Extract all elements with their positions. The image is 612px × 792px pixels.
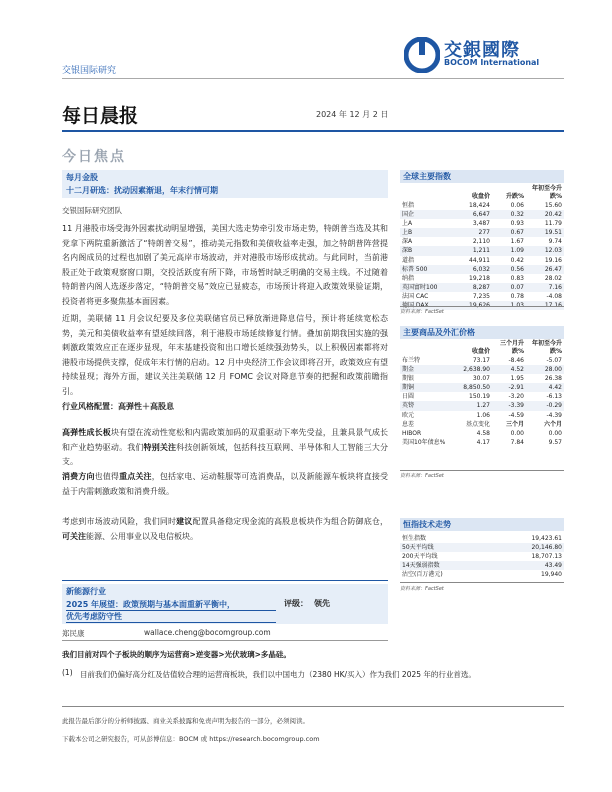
- indices-row-cell: 0.56: [510, 265, 524, 273]
- rates-spread-label: 息差: [402, 420, 415, 428]
- tech-row: [400, 534, 564, 543]
- logo-chinese-text: 交銀國際: [444, 40, 520, 61]
- title-rule: [62, 130, 564, 132]
- indices-row-cell: 深B: [402, 247, 413, 255]
- tech-row: [400, 543, 564, 552]
- focus-heading: 今日焦点: [62, 149, 126, 165]
- indices-row-cell: 恒指: [402, 202, 415, 209]
- commodity-row-cell: 30.07: [472, 375, 490, 383]
- commodity-row-cell: -5.07: [546, 357, 562, 364]
- p5-d: 可关注: [62, 531, 86, 541]
- rating-box: [284, 598, 330, 609]
- logo-english-text: BOCOM International: [444, 58, 540, 67]
- rates-col-3m: 三个月: [505, 420, 524, 428]
- commodity-row-cell: 期银: [402, 375, 415, 383]
- commodity-row-cell: 73.17: [472, 357, 490, 364]
- rate-row-cell: 美国10年债息%: [402, 438, 446, 446]
- newenergy-subtitle-2: 优先考虑防守性: [66, 611, 276, 623]
- indices-row-cell: 18,424: [469, 202, 490, 209]
- commodity-row: [400, 365, 564, 374]
- commodity-row-cell: -4.39: [546, 411, 562, 419]
- indices-row-cell: 0.67: [510, 229, 524, 237]
- point-number: (1): [62, 668, 73, 677]
- tech-row-cell: 43.49: [544, 562, 562, 570]
- monthly-paragraph-2: 近期，美联储 11 月会议纪要及多位美联储官员已释放渐进降息信号，预计将延续宽松态势，美元和美债收益率有望延续回落，利于港股市场延续修复行情。叠加前期我国实施的强刺激政策效应正在逐步显现，年末基建投资和出口增长延续强劲势头，以上积极因素都将对港股市场提供支撑，促成年末行情的启动。12 月中央经济工作会议即将召开，政策效应有望持续显现；海外方面，建议关注美联储 12 月 FOMC 会议对降息节奏的把握和政策前瞻指引。: [62, 314, 388, 396]
- indices-row-cell: 0.78: [510, 292, 524, 300]
- indices-row-cell: 法国 CAC: [402, 292, 429, 300]
- commodity-row-cell: -0.29: [546, 402, 562, 410]
- p3-lead: 高弹性成长板: [62, 428, 111, 437]
- tech-row-cell: 14天强弱指数: [402, 562, 440, 570]
- commodities-table: [400, 340, 564, 447]
- commodity-row-cell: 布兰特: [402, 357, 421, 364]
- indices-row-cell: 26.47: [544, 265, 562, 273]
- header-rule: [62, 78, 564, 79]
- indices-row-cell: 20.42: [544, 211, 562, 219]
- indices-row-cell: 277: [478, 229, 490, 237]
- indices-row: [400, 219, 564, 228]
- indices-row-cell: 19.51: [544, 229, 562, 237]
- indices-row-cell: 英国富时100: [402, 283, 438, 291]
- commodity-row-cell: 4.42: [548, 384, 562, 392]
- indices-table: [400, 185, 564, 310]
- rate-row-cell: 4.17: [476, 438, 490, 446]
- commodity-row-cell: 4.52: [510, 366, 524, 374]
- indices-row-cell: 28.02: [544, 274, 562, 282]
- indices-row-cell: 0.83: [510, 274, 524, 282]
- newenergy-author: 郑民康: [62, 629, 85, 638]
- indices-row: [400, 237, 564, 246]
- indices-row: [400, 246, 564, 255]
- rates-col-6m: 六个月: [543, 420, 562, 428]
- commodities-title: 主要商品及外汇价格: [400, 326, 564, 339]
- bocom-logo-icon: [404, 37, 440, 73]
- header-label: 交银国际研究: [62, 66, 117, 76]
- newenergy-subtitle-1: 2025 年展望：政策预期与基本面重新平衡中，: [66, 599, 276, 611]
- commodity-row-cell: 期铜: [402, 384, 415, 392]
- commodity-row: [400, 392, 564, 401]
- commodities-col-close: 收盘价: [471, 347, 490, 355]
- tech-row-cell: 200天平均线: [402, 553, 438, 561]
- commodity-row-cell: 26.38: [544, 375, 562, 383]
- tech-row: [400, 552, 564, 561]
- indices-header-row: [400, 185, 564, 201]
- tech-row-cell: 18,707.13: [531, 553, 562, 561]
- indices-row-cell: 上A: [402, 220, 413, 228]
- indices-row-cell: 11.79: [544, 220, 562, 228]
- indices-row-cell: 标普 500: [402, 265, 428, 273]
- tech-table: [400, 534, 564, 579]
- tech-rule: [400, 582, 564, 583]
- indices-col-close: 收盘价: [471, 192, 490, 200]
- footer-download[interactable]: 下载本公司之研究报告，可从彭博信息：BOCM 或 https://research.bocomgroup.com: [62, 735, 320, 743]
- p3-rest1: 块有望在流动性宽松和内需政策加码的双重驱动下率先受益，且兼具景气成长和产业趋势驱动。我们: [62, 428, 389, 452]
- indices-row-cell: 7.16: [548, 283, 562, 291]
- rate-row-cell: 4.58: [476, 429, 490, 437]
- commodity-row: [400, 383, 564, 392]
- indices-row-cell: 0.06: [510, 202, 524, 209]
- indices-row-cell: 9.74: [548, 238, 562, 246]
- rating-label: 评级：: [284, 599, 308, 608]
- indices-rule: [400, 306, 564, 307]
- tech-source: 资料来源：FactSet: [400, 586, 444, 592]
- p3-rest2: 科技创新领域，包括科技互联网、半导体和人工智能三大分支。: [62, 442, 389, 467]
- rate-row-cell: 7.84: [510, 438, 524, 446]
- commodity-row-cell: 日圆: [402, 393, 415, 401]
- indices-row-cell: 19,218: [469, 274, 490, 282]
- rate-row: [400, 429, 564, 438]
- indices-row: [400, 210, 564, 219]
- indices-row-cell: 7,235: [472, 292, 490, 300]
- indices-row-cell: 1,211: [472, 247, 490, 255]
- point-text: 目前我们仍偏好高分红及估值较合理的运营商板块，我们以中国电力（2380 HK/买入）作为我们 2025 年的行业首选。: [80, 670, 476, 679]
- monthly-paragraph-3: [62, 426, 388, 470]
- indices-row-cell: 12.03: [544, 247, 562, 255]
- indices-col-ytd: 年初至今升跌%: [531, 185, 562, 200]
- indices-row-cell: 15.60: [544, 202, 562, 209]
- commodities-col-ytd: 年初至今升跌%: [531, 340, 562, 355]
- commodity-row-cell: 28.00: [544, 366, 562, 374]
- rate-row-cell: 0.00: [510, 429, 524, 437]
- indices-row-cell: 1.67: [510, 238, 524, 246]
- indices-row-cell: 上B: [402, 229, 413, 237]
- indices-col-change: 升跌%: [505, 192, 524, 200]
- indices-row: [400, 292, 564, 301]
- commodity-row-cell: 1.27: [476, 402, 490, 410]
- p5-b: 建议: [176, 517, 193, 526]
- commodity-row-cell: 2,638.90: [463, 366, 490, 374]
- commodity-row-cell: -3.20: [508, 393, 524, 401]
- monthly-subtitle: 十二月研选：扰动因素渐退，年末行情可期: [66, 186, 218, 195]
- commodity-row-cell: 150.19: [469, 393, 490, 401]
- indices-row-cell: 6,647: [472, 211, 490, 219]
- rate-row-cell: HIBOR: [402, 429, 422, 437]
- p4-bold: 重点关注: [119, 472, 152, 481]
- rates-basis-label: 基点变化: [465, 420, 490, 428]
- indices-title: 全球主要指数: [400, 170, 564, 183]
- commodity-row-cell: 8,850.50: [463, 384, 490, 392]
- newenergy-email[interactable]: wallace.cheng@bocomgroup.com: [144, 628, 271, 637]
- commodity-row-cell: -3.39: [508, 402, 524, 410]
- indices-row-cell: -4.08: [546, 292, 562, 300]
- footer-disclaimer: 此报告最后部分的分析师披露、商业关系披露和免责声明为报告的一部分，必须阅读。: [62, 717, 309, 725]
- indices-row-cell: 0.07: [510, 283, 524, 291]
- rate-row-cell: 9.57: [548, 438, 562, 446]
- tech-row-cell: 恒生指数: [402, 535, 427, 542]
- tech-row: [400, 570, 564, 579]
- p4-rest: ，包括家电、运动鞋服等可选消费品，以及新能源车板块将直接受益于内需刺激政策和消费升级。: [62, 472, 389, 496]
- tech-row-cell: 19,423.61: [531, 535, 562, 542]
- indices-row-cell: 19.16: [544, 256, 562, 264]
- indices-row-cell: 2,110: [472, 238, 490, 246]
- report-date: 2024 年 12 月 2 日: [316, 110, 389, 119]
- tech-row-cell: 沽空(百万港元): [402, 571, 443, 579]
- indices-row-cell: 深A: [402, 238, 413, 246]
- commodity-row: [400, 374, 564, 383]
- indices-row: [400, 201, 564, 210]
- monthly-author: 交银国际研究团队: [62, 206, 122, 215]
- monthly-paragraph-1: 11 月港股市场受海外因素扰动明显增强，美国大选走势牵引发市场走势，特朗普当选及其和党拿下两院重新激活了“特朗普交易”，推动美元指数和美债收益率走强，加之特朗普阵营提名内阁成员的过程也加剧了美元高岸市场波动，并对港股市场形成扰动。与此同时，当前港股正处于政策观察窗口期，交投活跃度有所下降，市场暂时缺乏明确的交易主线。不过随着特朗普内阁人选逐步落定，“特朗普交易”效应已显疲态，市场预计将迎入政策效果验证期，投资者将更多聚焦基本面因素。: [62, 224, 388, 306]
- style-label: 行业风格配置：高弹性＋高股息: [62, 402, 174, 411]
- commodity-row-cell: 1.95: [510, 375, 524, 383]
- commodity-row-cell: -6.13: [546, 393, 562, 401]
- rates-header-row: [400, 420, 564, 429]
- page-title: 每日晨报: [62, 105, 139, 127]
- newenergy-header-box: [62, 584, 388, 624]
- tech-row-cell: 19,940: [541, 571, 562, 579]
- p4-lead: 消费方向: [62, 472, 95, 481]
- monthly-paragraph-4: [62, 470, 388, 499]
- indices-row: [400, 265, 564, 274]
- commodity-row: [400, 356, 564, 365]
- indices-row: [400, 283, 564, 292]
- monthly-paragraph-5: [62, 515, 388, 544]
- monthly-heading: 每月金股: [66, 173, 98, 182]
- commodity-row: [400, 401, 564, 410]
- p4-mid: 也值得: [94, 472, 120, 481]
- p5-c: 配置具备稳定现金流的高股息板块作为组合防御底仓，: [192, 517, 389, 526]
- tech-row: [400, 561, 564, 570]
- newenergy-rule: [62, 640, 388, 641]
- tech-row-cell: 20,146.80: [531, 544, 562, 552]
- p5-e: 能源、公用事业以及电信板块。: [86, 531, 198, 541]
- tech-title: 恒指技术走势: [400, 518, 564, 531]
- indices-row-cell: 44,911: [469, 256, 490, 264]
- indices-row: [400, 228, 564, 237]
- indices-row-cell: 6,032: [472, 265, 490, 273]
- indices-row-cell: 国企: [402, 211, 415, 219]
- commodity-row-cell: -2.91: [508, 384, 524, 392]
- commodity-row-cell: 1.06: [476, 411, 490, 419]
- indices-row-cell: 1.09: [510, 247, 524, 255]
- indices-row: [400, 274, 564, 283]
- indices-row: [400, 256, 564, 265]
- indices-source: 资料来源：FactSet: [400, 309, 444, 315]
- commodities-header-row: [400, 340, 564, 356]
- commodities-source: 资料来源：FactSet: [400, 473, 444, 479]
- p3-bold: 特别关注: [143, 442, 177, 452]
- commodity-row-cell: 期金: [402, 366, 415, 374]
- indices-row-cell: 0.93: [510, 220, 524, 228]
- section-divider: [62, 580, 388, 581]
- indices-row-cell: 8,287: [472, 283, 490, 291]
- indices-row-cell: 3,487: [472, 220, 490, 228]
- indices-row-cell: 0.32: [510, 211, 524, 219]
- tech-row-cell: 50天平均线: [402, 544, 434, 552]
- newenergy-summary: 我们目前对四个子板块的顺序为运营商>逆变器>光伏玻璃>多晶硅。: [62, 650, 291, 659]
- footer-rule: [62, 706, 564, 707]
- p5-a: 考虑到市场波动风险，我们同时: [62, 517, 177, 526]
- newenergy-heading: 新能源行业: [66, 587, 106, 596]
- commodity-row-cell: 欧元: [402, 411, 415, 419]
- monthly-header-box: [62, 170, 388, 198]
- rating-value: 领先: [314, 599, 330, 608]
- commodities-rule: [400, 470, 564, 471]
- indices-row-cell: 纳指: [402, 274, 415, 282]
- indices-row-cell: 道指: [402, 256, 415, 264]
- commodity-row-cell: 英镑: [402, 402, 415, 410]
- commodity-row-cell: -8.46: [508, 357, 524, 364]
- rate-row: [400, 438, 564, 447]
- commodity-row-cell: -4.59: [508, 411, 524, 419]
- commodity-row: [400, 411, 564, 420]
- indices-row-cell: 0.42: [510, 256, 524, 264]
- commodities-col-3m: 三个月升跌%: [499, 340, 524, 355]
- rate-row-cell: 0.00: [548, 429, 562, 437]
